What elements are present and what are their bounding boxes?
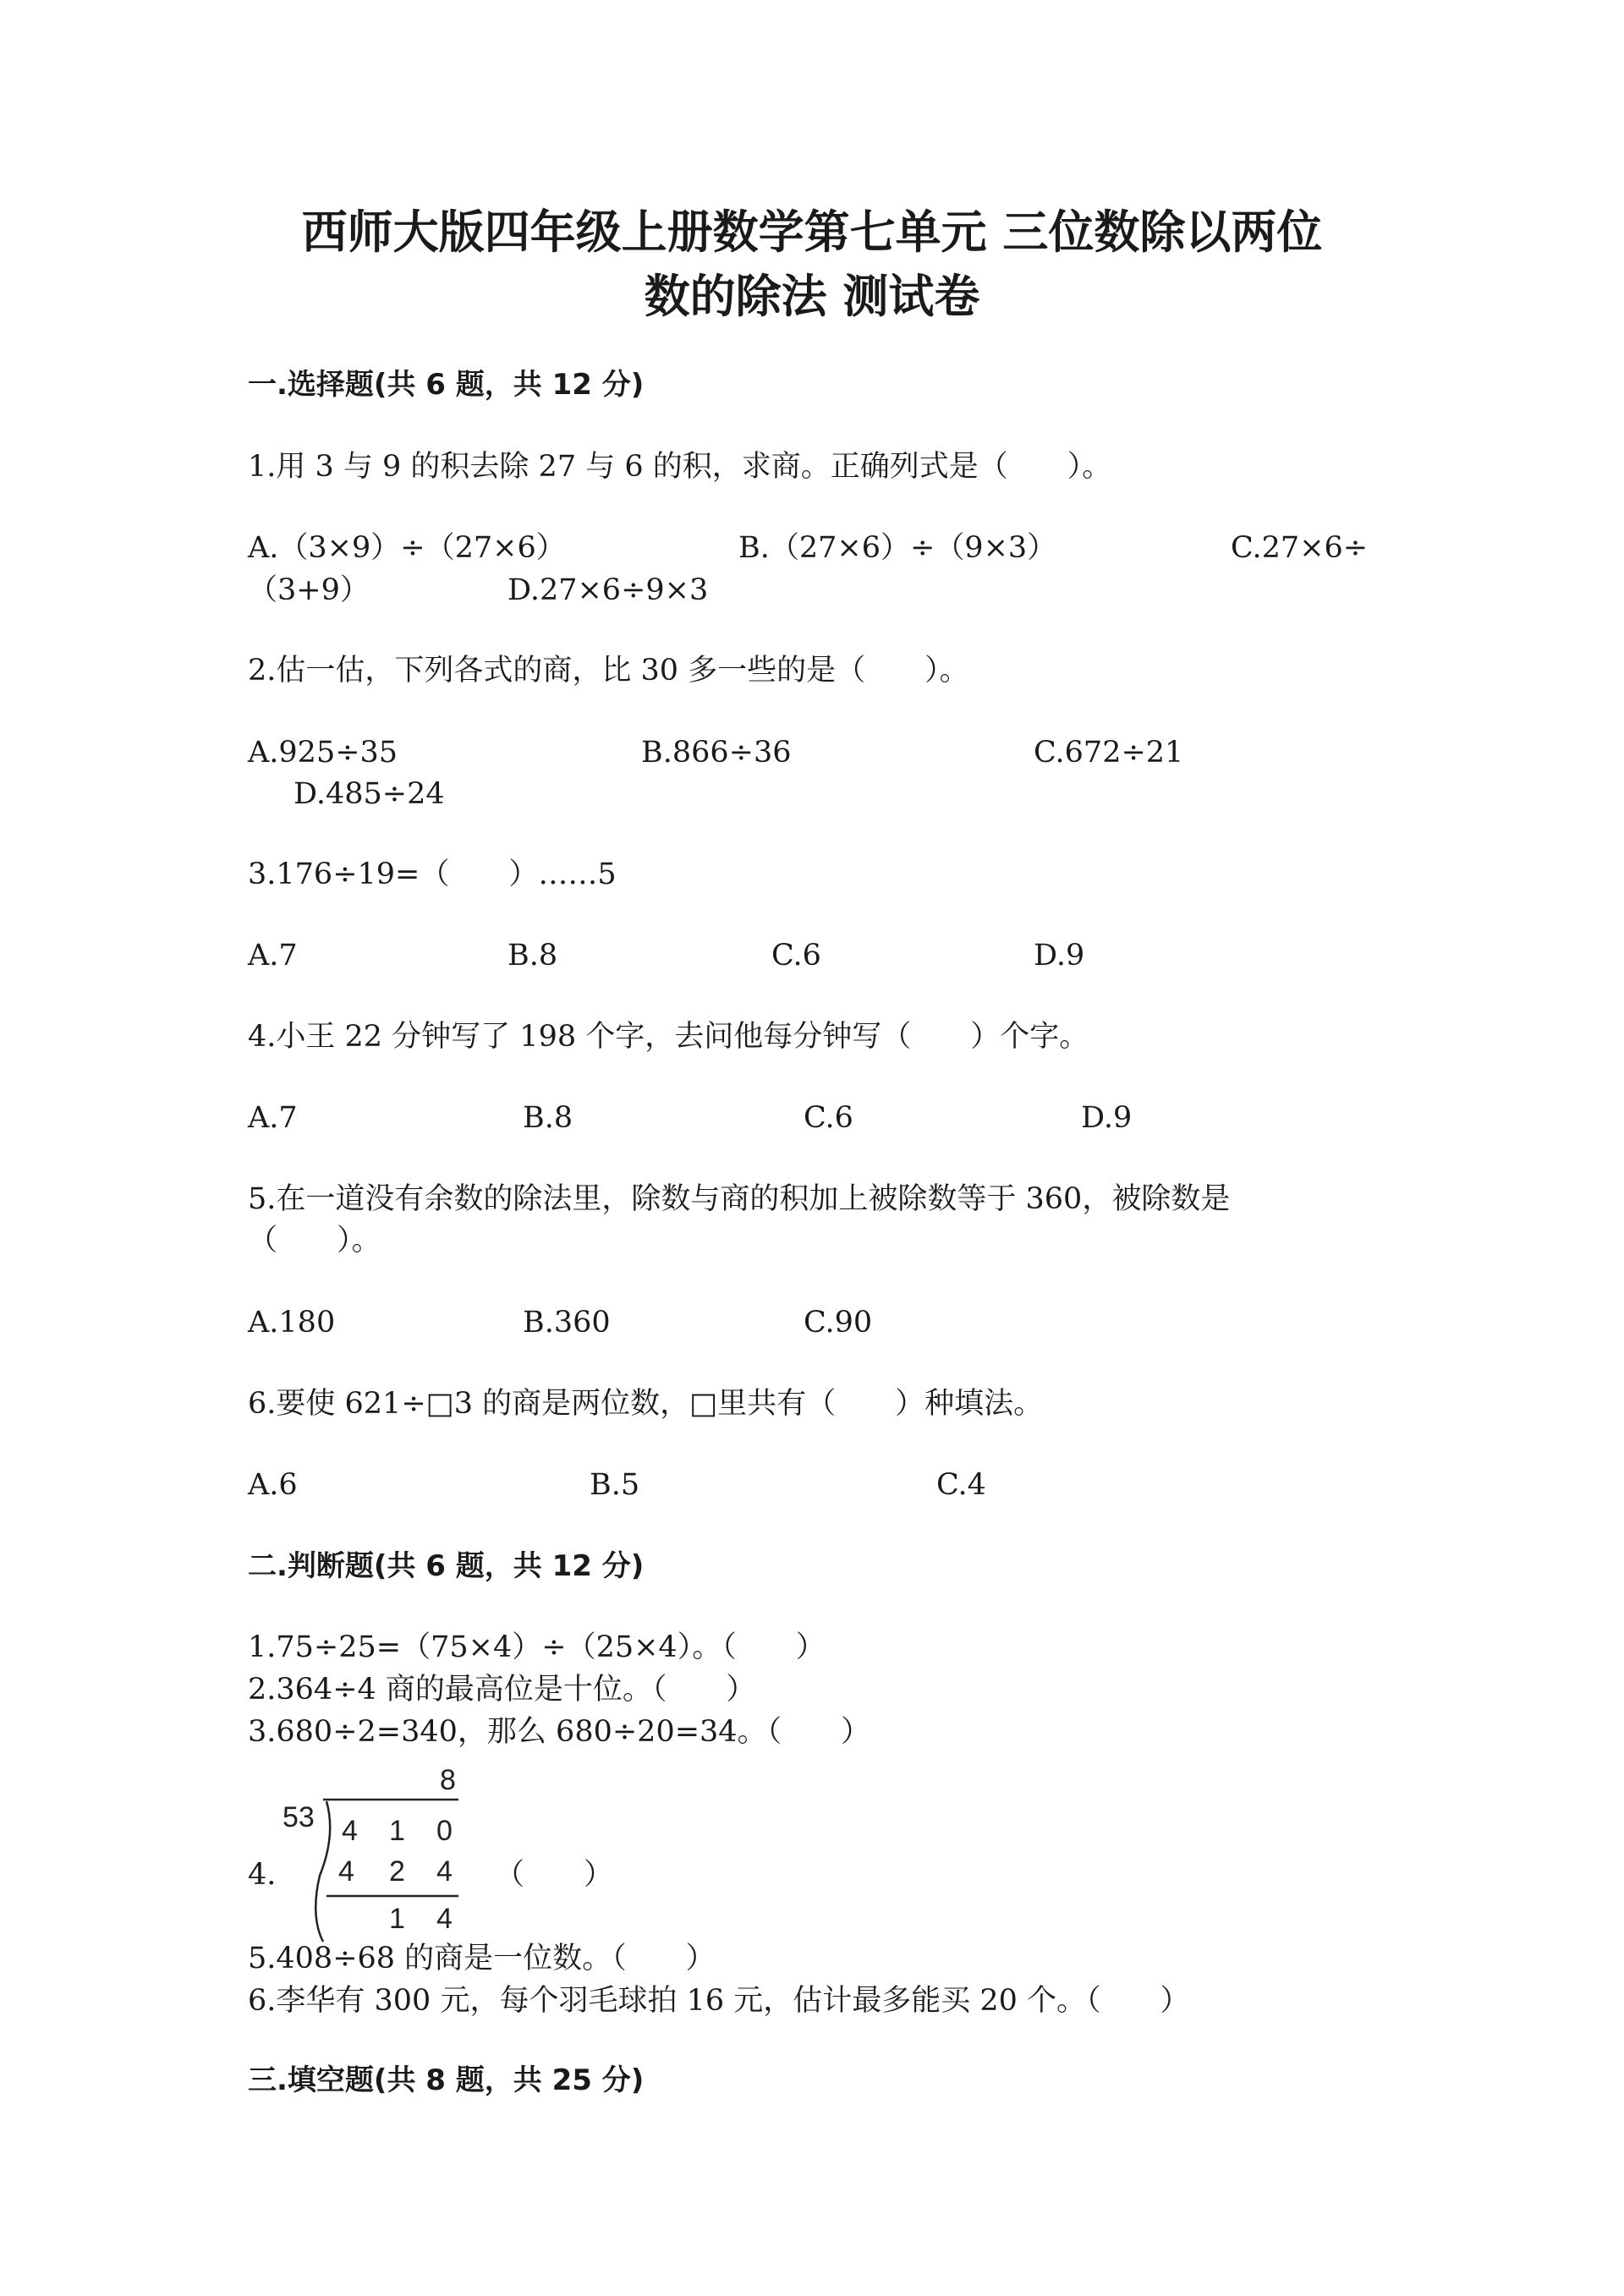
q5-option-a: A.180 <box>248 1306 336 1340</box>
q3-option-d: D.9 <box>1034 939 1085 973</box>
dividend-digit-1: 4 <box>342 1815 358 1847</box>
division-bracket <box>315 1801 330 1942</box>
judgement-4-number: 4. <box>248 1858 277 1892</box>
q4-option-c: C.6 <box>804 1101 853 1135</box>
judgement-2: 2.364÷4 商的最高位是十位。（ ） <box>248 1673 756 1707</box>
q1-option-b: B.（27×6）÷（9×3） <box>738 531 1057 565</box>
question-2: 2.估一估，下列各式的商，比 30 多一些的是（ ）。 <box>248 654 969 688</box>
long-division-figure <box>279 1757 499 1945</box>
question-4: 4.小王 22 分钟写了 198 个字，去问他每分钟写（ ）个字。 <box>248 1020 1089 1054</box>
judgement-6: 6.李华有 300 元，每个羽毛球拍 16 元，估计最多能买 20 个。（ ） <box>248 1984 1190 2018</box>
q2-option-a: A.925÷35 <box>248 736 398 770</box>
question-6: 6.要使 621÷□3 的商是两位数，□里共有（ ）种填法。 <box>248 1387 1044 1421</box>
q1-option-c-cont: （3+9） <box>248 573 370 607</box>
section-heading-fill-blank: 三.填空题(共 8 题，共 25 分) <box>248 2063 645 2097</box>
q5-option-c: C.90 <box>804 1306 873 1340</box>
divisor: 53 <box>283 1801 315 1833</box>
q6-option-b: B.5 <box>590 1468 640 1502</box>
q6-option-a: A.6 <box>248 1468 298 1502</box>
remainder-digit-2: 4 <box>436 1903 453 1935</box>
question-1: 1.用 3 与 9 的积去除 27 与 6 的积，求商。正确列式是（ ）。 <box>248 450 1112 484</box>
dividend-digit-3: 0 <box>436 1815 453 1847</box>
judgement-1: 1.75÷25=（75×4）÷（25×4）。（ ） <box>248 1630 826 1664</box>
section-heading-judgement: 二.判断题(共 6 题，共 12 分) <box>248 1549 645 1583</box>
q2-option-b: B.866÷36 <box>641 736 792 770</box>
question-3: 3.176÷19=（ ）……5 <box>248 858 617 891</box>
q3-option-c: C.6 <box>771 939 821 973</box>
judgement-5: 5.408÷68 的商是一位数。（ ） <box>248 1942 716 1975</box>
page-title-line2: 数的除法 测试卷 <box>644 270 980 323</box>
question-5-line2: （ ）。 <box>248 1224 381 1258</box>
q3-option-b: B.8 <box>508 939 558 973</box>
q3-option-a: A.7 <box>248 939 298 973</box>
product-digit-3: 4 <box>436 1855 453 1888</box>
remainder-digit-1: 1 <box>389 1903 405 1935</box>
q2-option-d: D.485÷24 <box>294 777 445 811</box>
q1-option-c: C.27×6÷ <box>1231 531 1369 565</box>
q4-option-b: B.8 <box>523 1101 573 1135</box>
product-digit-1: 4 <box>338 1855 354 1888</box>
question-5-line1: 5.在一道没有余数的除法里，除数与商的积加上被除数等于 360，被除数是 <box>248 1182 1231 1216</box>
quotient-digit: 8 <box>440 1764 456 1796</box>
section-heading-choice: 一.选择题(共 6 题，共 12 分) <box>248 368 645 402</box>
q2-option-c: C.672÷21 <box>1034 736 1184 770</box>
q5-option-b: B.360 <box>523 1306 611 1340</box>
q1-option-d: D.27×6÷9×3 <box>508 573 709 607</box>
judgement-3: 3.680÷2=340，那么 680÷20=34。（ ） <box>248 1715 871 1749</box>
q1-option-a: A.（3×9）÷（27×6） <box>248 531 566 565</box>
q4-option-a: A.7 <box>248 1101 298 1135</box>
page-title-line1: 西师大版四年级上册数学第七单元 三位数除以两位 <box>301 205 1323 259</box>
dividend-digit-2: 1 <box>389 1815 405 1847</box>
q4-option-d: D.9 <box>1081 1101 1133 1135</box>
q6-option-c: C.4 <box>936 1468 986 1502</box>
product-digit-2: 2 <box>389 1855 405 1888</box>
judgement-4-bracket: （ ） <box>495 1858 614 1892</box>
